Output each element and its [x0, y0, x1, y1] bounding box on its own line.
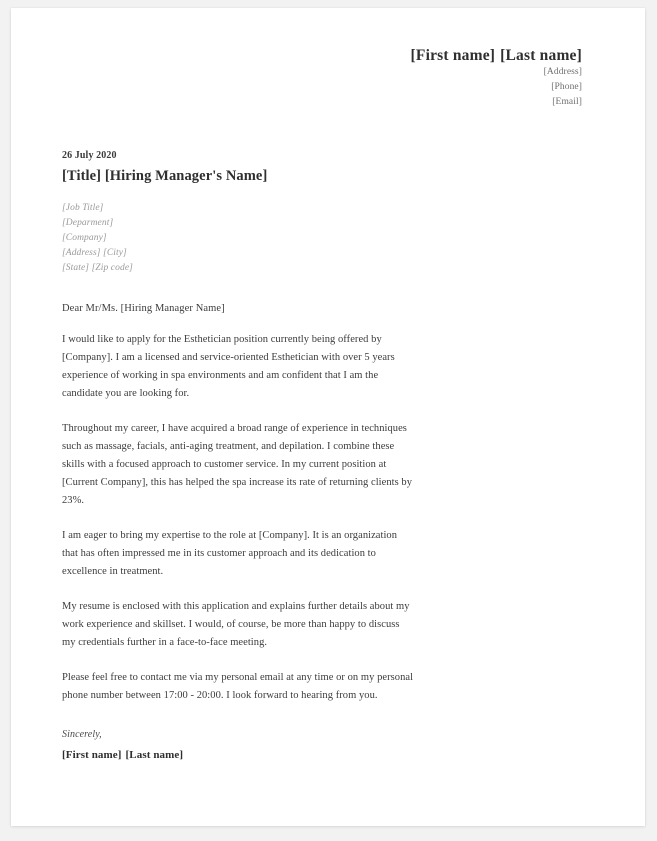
body-paragraph: My resume is enclosed with this application and explains further details about my work experience and skillset. I would, of course, be more than happy to discuss my credentials further in a face-to-face meeting.: [62, 601, 410, 649]
signoff-last-name: [Last name]: [125, 749, 184, 762]
sender-address: [Address]: [543, 67, 582, 78]
recipient-state-zip: [State] [Zip code]: [62, 262, 133, 273]
sender-header-block: [62, 46, 582, 110]
letter-page: [11, 8, 645, 826]
recipient-department: [Deparment]: [62, 217, 114, 228]
body-paragraph: Please feel free to contact me via my personal email at any time or on my personal phone number between 17:00 - 20:00. I look forward to hearing from you.: [62, 672, 414, 702]
body-paragraph: I would like to apply for the Esthetician position currently being offered by [Company]. I am a licensed and service-oriented Esthetician with over 5 years experience of working in spa environments and am confident that I am the candidate you are looking for.: [62, 333, 395, 399]
recipient-address-block: [62, 201, 582, 276]
signoff-closing: Sincerely,: [62, 729, 102, 741]
signoff-name: [62, 749, 582, 761]
recipient-title-line: [Title] [Hiring Manager's Name]: [62, 167, 268, 184]
salutation: Dear Mr/Ms. [Hiring Manager Name]: [62, 302, 225, 314]
body-paragraph: I am eager to bring my expertise to the role at [Company]. It is an organization that has often impressed me in its customer approach and its dedication to excellence in treatment.: [62, 529, 398, 578]
sender-name: [62, 46, 582, 65]
recipient-address-city: [Address] [City]: [62, 247, 127, 258]
recipient-company: [Company]: [62, 232, 107, 243]
letter-content: [62, 46, 582, 761]
letter-date: 26 July 2020: [62, 149, 117, 161]
sender-email: [Email]: [552, 96, 582, 107]
sender-first-name: [First name]: [410, 47, 496, 64]
recipient-job-title: [Job Title]: [62, 202, 104, 213]
sender-last-name: [Last name]: [500, 47, 582, 64]
signoff-first-name: [First name]: [62, 749, 122, 762]
sender-phone: [Phone]: [551, 82, 582, 93]
body-paragraph: Throughout my career, I have acquired a broad range of experience in techniques such as massage, facials, anti-aging treatment, and depilation. I combine these skills with a focused approach to customer service. In my current position at [Current Company], this has helped the spa increase its rate of returning clients by 23%.: [62, 422, 413, 506]
